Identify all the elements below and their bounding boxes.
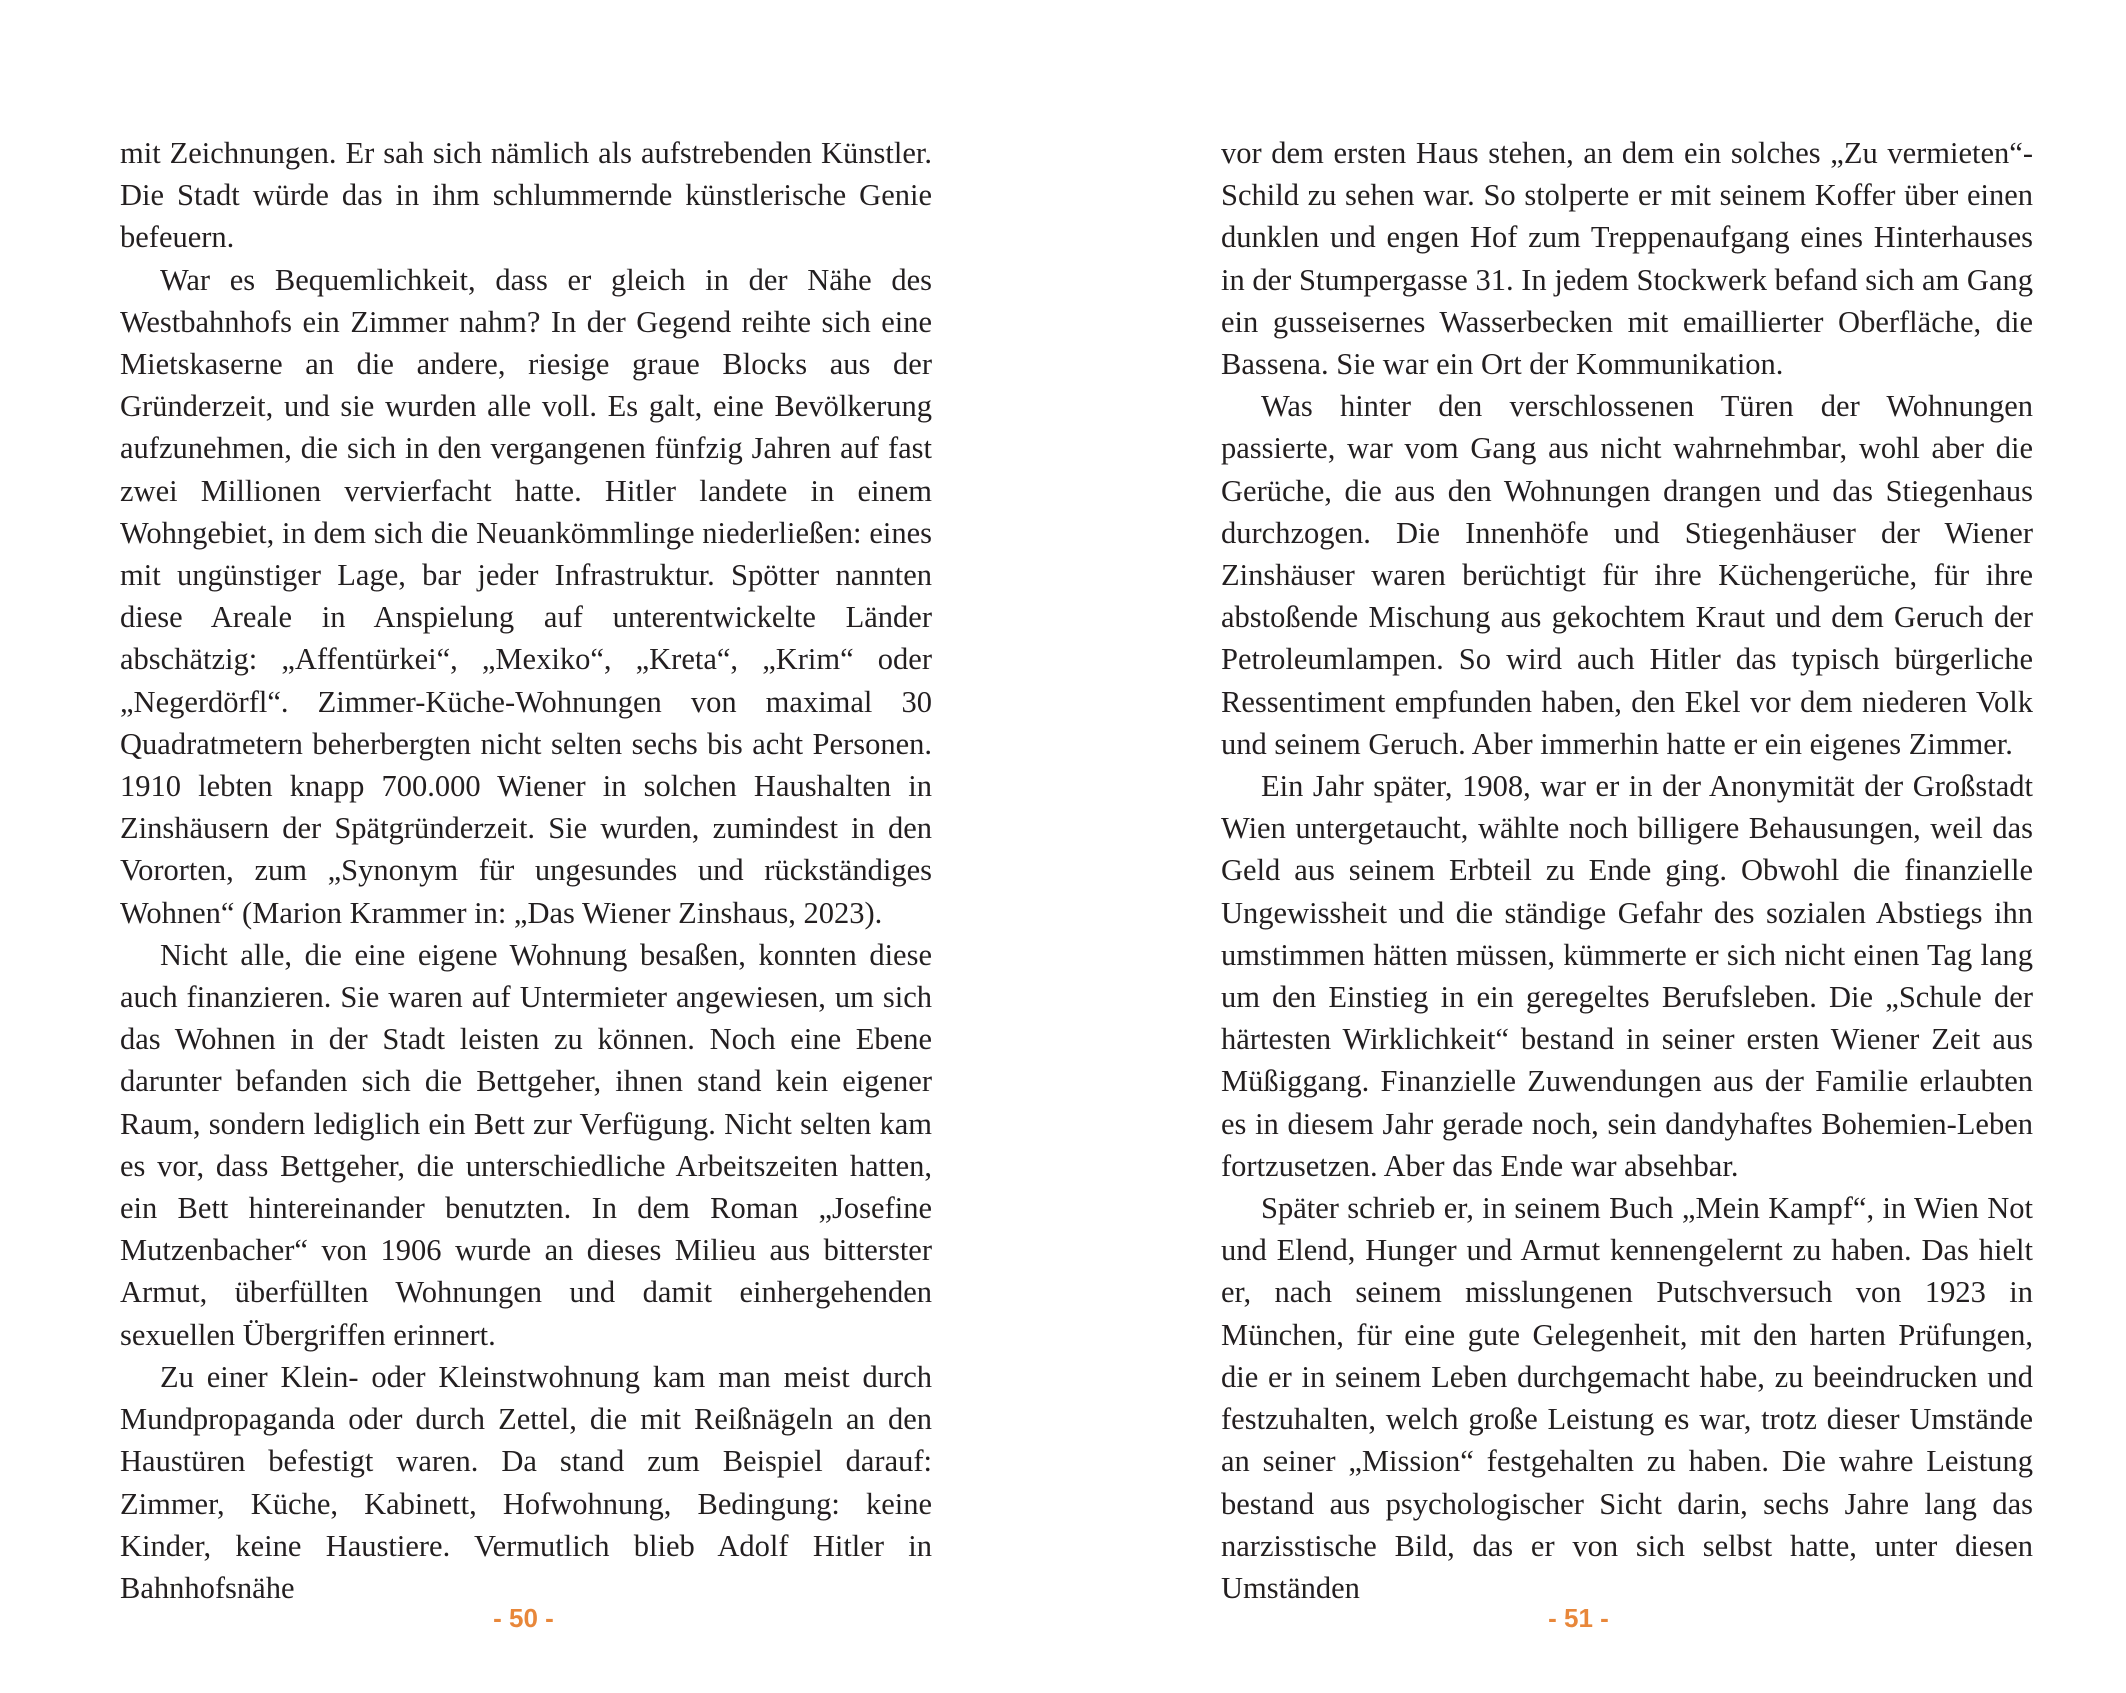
paragraph: Ein Jahr später, 1908, war er in der Anonymität der Großstadt Wien untergetaucht, wählte noch billigere Behausungen, weil das Geld aus seinem Erbteil zu Ende ging. Obwohl die finanzielle Ungewissheit und die ständige Gefahr des sozialen Abstiegs ihn umstimmen hätten müssen, kümmerte er sich nicht einen Tag lang um den Einstieg in ein geregeltes Berufsleben. Die „Schule der härtesten Wirklichkeit“ bestand in seiner ersten Wiener Zeit aus Müßiggang. Finanzielle Zuwendungen aus der Familie erlaubten es in diesem Jahr gerade noch, sein dandyhaftes Bohemien-Leben fortzusetzen. Aber das Ende war absehbar.	[1221, 769, 2033, 1183]
paragraph: Später schrieb er, in seinem Buch „Mein Kampf“, in Wien Not und Elend, Hunger und Armut kennengelernt zu haben. Das hielt er, nach seinem misslungenen Putschversuch von 1923 in München, für eine gute Gelegenheit, mit den harten Prüfungen, die er in seinem Leben durchgemacht habe, zu beeindrucken und festzuhalten, welch große Leistung es war, trotz dieser Umstände an seiner „Mission“ festgehalten zu haben. Die wahre Leistung bestand aus psychologischer Sicht darin, sechs Jahre lang das narzisstische Bild, das er von sich selbst hatte, unter diesen Umständen	[1221, 1191, 2033, 1605]
paragraph: mit Zeichnungen. Er sah sich nämlich als aufstrebenden Künstler. Die Stadt würde das in ihm schlummernde künstlerische Genie befeuern.	[120, 136, 932, 255]
right-page	[1063, 0, 2126, 1693]
paragraph: War es Bequemlichkeit, dass er gleich in der Nähe des Westbahnhofs ein Zimmer nahm? In der Gegend reihte sich eine Mietskaserne an die andere, riesige graue Blocks aus der Gründerzeit, und sie wurden alle voll. Es galt, eine Bevölkerung aufzunehmen, die sich in den vergangenen fünfzig Jahren auf fast zwei Millionen vervierfacht hatte. Hitler landete in einem Wohngebiet, in dem sich die Neuankömmlinge niederließen: eines mit ungünstiger Lage, bar jeder Infrastruktur. Spötter nannten diese Areale in Anspielung auf unterentwickelte Länder abschätzig: „Affentürkei“, „Mexiko“, „Kreta“, „Krim“ oder „Negerdörfl“. Zimmer-Küche-Wohnungen von maximal 30 Quadratmetern beherbergten nicht selten sechs bis acht Personen. 1910 lebten knapp 700.000 Wiener in solchen Haushalten in Zinshäusern der Spätgründerzeit. Sie wurden, zumindest in den Vororten, zum „Synonym für ungesundes und rückständiges Wohnen“ (Marion Krammer in: „Das Wiener Zinshaus, 2023).	[120, 262, 932, 930]
left-page-body	[120, 132, 932, 1609]
paragraph: Nicht alle, die eine eigene Wohnung besaßen, konnten diese auch finanzieren. Sie waren auf Untermieter angewiesen, um sich das Wohnen in der Stadt leisten zu können. Noch eine Ebene darunter befanden sich die Bettgeher, ihnen stand kein eigener Raum, sondern lediglich ein Bett zur Verfügung. Nicht selten kam es vor, dass Bettgeher, die unterschiedliche Arbeitszeiten hatten, ein Bett hintereinander benutzten. In dem Roman „Josefine Mutzenbacher“ von 1906 wurde an dieses Milieu aus bitterster Armut, überfüllten Wohnungen und damit einhergehenden sexuellen Übergriffen erinnert.	[120, 937, 932, 1352]
right-page-body	[1221, 132, 2033, 1609]
paragraph: vor dem ersten Haus stehen, an dem ein solches „Zu vermieten“-Schild zu sehen war. So stolperte er mit seinem Koffer über einen dunklen und engen Hof zum Treppenaufgang eines Hinterhauses in der Stumpergasse 31. In jedem Stockwerk befand sich am Gang ein gusseisernes Wasserbecken mit emaillierter Oberfläche, die Bassena. Sie war ein Ort der Kommunikation.	[1221, 136, 2033, 382]
paragraph: Was hinter den verschlossenen Türen der Wohnungen passierte, war vom Gang aus nicht wahrnehmbar, wohl aber die Gerüche, die aus den Wohnungen drangen und das Stiegenhaus durchzogen. Die Innenhöfe und Stiegenhäuser der Wiener Zinshäuser waren berüchtigt für ihre Küchengerüche, für ihre abstoßende Mischung aus gekochtem Kraut und dem Geruch der Petroleumlampen. So wird auch Hitler das typisch bürgerliche Ressentiment empfunden haben, den Ekel vor dem niederen Volk und seinem Geruch. Aber immerhin hatte er ein eigenes Zimmer.	[1221, 389, 2033, 761]
page-number-right: - 51 -	[1548, 1603, 1609, 1633]
page-number-left: - 50 -	[493, 1603, 554, 1633]
paragraph: Zu einer Klein- oder Kleinstwohnung kam man meist durch Mundpropaganda oder durch Zettel, die mit Reißnägeln an den Haustüren befestigt waren. Da stand zum Beispiel darauf: Zimmer, Küche, Kabinett, Hofwohnung, Bedingung: keine Kinder, keine Haustiere. Vermutlich blieb Adolf Hitler in Bahnhofsnähe	[120, 1359, 932, 1605]
